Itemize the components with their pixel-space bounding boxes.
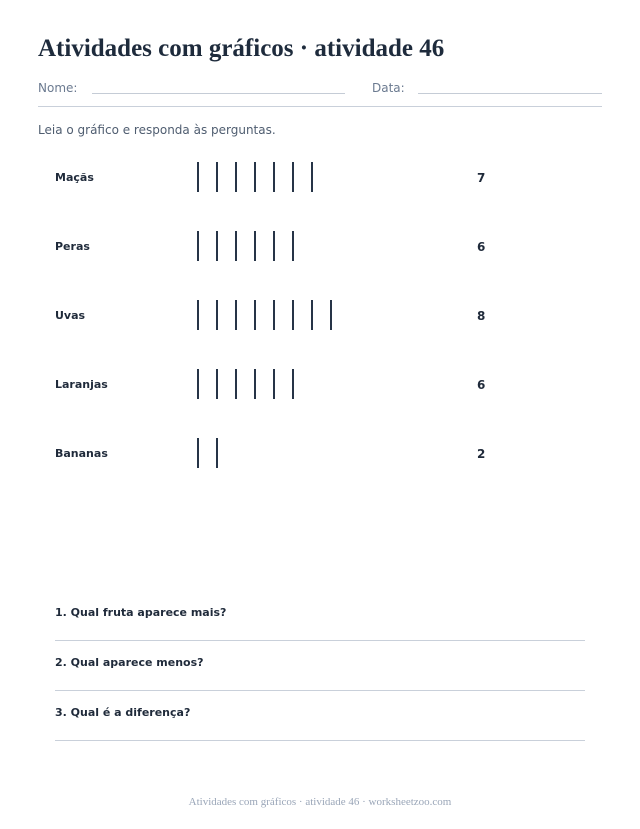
tally-mark bbox=[311, 162, 313, 192]
tally-mark bbox=[254, 231, 256, 261]
tally-mark bbox=[292, 162, 294, 192]
date-field-line[interactable] bbox=[418, 93, 602, 94]
answer-line-1[interactable] bbox=[55, 640, 585, 641]
tally-mark bbox=[292, 369, 294, 399]
tally-row-label: Maçãs bbox=[55, 171, 94, 184]
tally-row bbox=[0, 365, 640, 405]
tally-mark bbox=[216, 162, 218, 192]
tally-mark bbox=[235, 231, 237, 261]
tally-mark bbox=[216, 438, 218, 468]
page-title: Atividades com gráficos · atividade 46 bbox=[38, 35, 445, 62]
tally-row-label: Peras bbox=[55, 240, 90, 253]
tally-mark bbox=[273, 162, 275, 192]
question-3: 3. Qual é a diferença? bbox=[55, 706, 191, 719]
tally-mark bbox=[197, 231, 199, 261]
name-field-line[interactable] bbox=[92, 93, 345, 94]
tally-row bbox=[0, 227, 640, 267]
answer-line-2[interactable] bbox=[55, 690, 585, 691]
name-label: Nome: bbox=[38, 81, 78, 95]
tally-mark bbox=[254, 162, 256, 192]
tally-mark bbox=[197, 162, 199, 192]
tally-row bbox=[0, 434, 640, 474]
tally-mark bbox=[292, 300, 294, 330]
tally-mark bbox=[292, 231, 294, 261]
tally-mark bbox=[235, 369, 237, 399]
tally-mark bbox=[273, 300, 275, 330]
tally-row-count: 6 bbox=[477, 240, 486, 254]
tally-row-count: 2 bbox=[477, 447, 486, 461]
tally-mark bbox=[235, 162, 237, 192]
tally-mark bbox=[330, 300, 332, 330]
tally-mark bbox=[254, 369, 256, 399]
instruction-text: Leia o gráfico e responda às perguntas. bbox=[38, 123, 276, 137]
tally-mark bbox=[197, 369, 199, 399]
date-label: Data: bbox=[372, 81, 405, 95]
tally-mark bbox=[273, 369, 275, 399]
tally-mark bbox=[216, 300, 218, 330]
tally-mark bbox=[216, 231, 218, 261]
answer-line-3[interactable] bbox=[55, 740, 585, 741]
tally-row-count: 8 bbox=[477, 309, 486, 323]
tally-mark bbox=[216, 369, 218, 399]
tally-mark bbox=[254, 300, 256, 330]
tally-mark bbox=[197, 438, 199, 468]
header-divider bbox=[38, 106, 602, 107]
tally-row-label: Laranjas bbox=[55, 378, 108, 391]
tally-mark bbox=[273, 231, 275, 261]
tally-mark bbox=[311, 300, 313, 330]
footer-text: Atividades com gráficos · atividade 46 · worksheetzoo.com bbox=[188, 796, 452, 808]
question-2: 2. Qual aparece menos? bbox=[55, 656, 204, 669]
question-1: 1. Qual fruta aparece mais? bbox=[55, 606, 227, 619]
tally-mark bbox=[235, 300, 237, 330]
tally-row bbox=[0, 158, 640, 198]
tally-row-count: 7 bbox=[477, 171, 486, 185]
tally-mark bbox=[197, 300, 199, 330]
tally-row bbox=[0, 296, 640, 336]
tally-row-label: Bananas bbox=[55, 447, 108, 460]
tally-row-label: Uvas bbox=[55, 309, 86, 322]
tally-row-count: 6 bbox=[477, 378, 486, 392]
